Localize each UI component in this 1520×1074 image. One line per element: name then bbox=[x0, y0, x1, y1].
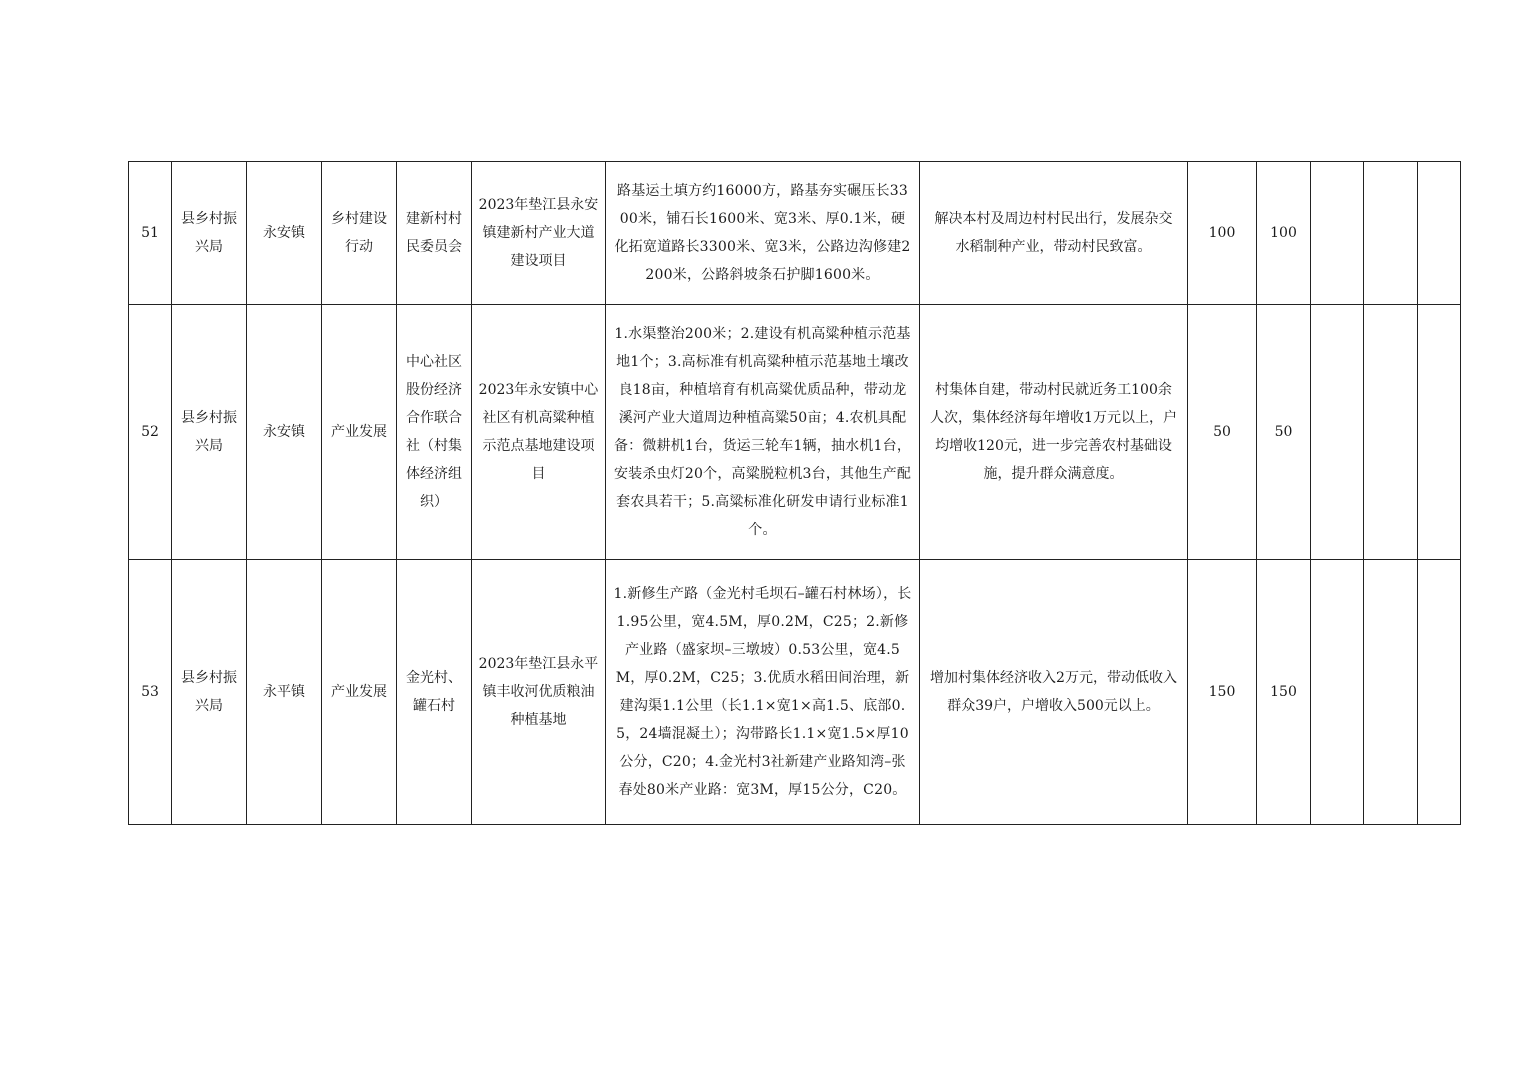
cell-category: 产业发展 bbox=[322, 305, 397, 560]
cell-project: 2023年垫江县永安镇建新村产业大道建设项目 bbox=[472, 162, 606, 305]
cell-extra-1 bbox=[1311, 305, 1364, 560]
cell-content: 1.新修生产路（金光村毛坝石–罐石村林场），长1.95公里，宽4.5M，厚0.2M，C25；2.新修产业路（盛家坝–三墩坡）0.53公里，宽4.5M，厚0.2M，C25；3.优质水稻田间治理，新建沟渠1.1公里（长1.1×宽1×高1.5、底部0.5，24墙混凝土）；沟带路长1.1×宽1.5×厚10公分，C20；4.金光村3社新建产业路知湾–张春处80米产业路：宽3M，厚15公分，C20。 bbox=[606, 560, 920, 825]
cell-town: 永安镇 bbox=[247, 305, 322, 560]
cell-amount-a: 150 bbox=[1188, 560, 1257, 825]
table-row bbox=[129, 162, 1461, 305]
cell-benefit: 村集体自建，带动村民就近务工100余人次，集体经济每年增收1万元以上，户均增收120元，进一步完善农村基础设施，提升群众满意度。 bbox=[920, 305, 1188, 560]
cell-implementer: 建新村村民委员会 bbox=[397, 162, 472, 305]
cell-extra-3 bbox=[1418, 162, 1461, 305]
cell-town: 永平镇 bbox=[247, 560, 322, 825]
cell-no: 53 bbox=[129, 560, 172, 825]
cell-category: 产业发展 bbox=[322, 560, 397, 825]
cell-benefit: 解决本村及周边村村民出行，发展杂交水稻制种产业，带动村民致富。 bbox=[920, 162, 1188, 305]
cell-amount-a: 100 bbox=[1188, 162, 1257, 305]
table-row bbox=[129, 560, 1461, 825]
cell-category: 乡村建设行动 bbox=[322, 162, 397, 305]
cell-amount-a: 50 bbox=[1188, 305, 1257, 560]
cell-extra-2 bbox=[1364, 162, 1418, 305]
cell-project: 2023年永安镇中心社区有机高粱种植示范点基地建设项目 bbox=[472, 305, 606, 560]
cell-extra-2 bbox=[1364, 560, 1418, 825]
cell-implementer: 中心社区股份经济合作联合社（村集体经济组织） bbox=[397, 305, 472, 560]
cell-department: 县乡村振兴局 bbox=[172, 560, 247, 825]
cell-extra-2 bbox=[1364, 305, 1418, 560]
cell-content: 路基运土填方约16000方，路基夯实碾压长3300米，铺石长1600米、宽3米、厚0.1米，硬化拓宽道路长3300米、宽3米，公路边沟修建2200米，公路斜坡条石护脚1600米。 bbox=[606, 162, 920, 305]
cell-no: 52 bbox=[129, 305, 172, 560]
cell-benefit: 增加村集体经济收入2万元，带动低收入群众39户，户增收入500元以上。 bbox=[920, 560, 1188, 825]
cell-department: 县乡村振兴局 bbox=[172, 162, 247, 305]
cell-extra-3 bbox=[1418, 305, 1461, 560]
cell-extra-1 bbox=[1311, 162, 1364, 305]
cell-content: 1.水渠整治200米；2.建设有机高粱种植示范基地1个；3.高标准有机高粱种植示范基地土壤改良18亩，种植培育有机高粱优质品种，带动龙溪河产业大道周边种植高粱50亩；4.农机具配备：微耕机1台，货运三轮车1辆，抽水机1台，安装杀虫灯20个，高粱脱粒机3台，其他生产配套农具若干；5.高粱标准化研发申请行业标准1个。 bbox=[606, 305, 920, 560]
cell-extra-3 bbox=[1418, 560, 1461, 825]
project-table bbox=[128, 161, 1461, 825]
cell-amount-b: 150 bbox=[1257, 560, 1311, 825]
cell-extra-1 bbox=[1311, 560, 1364, 825]
cell-amount-b: 100 bbox=[1257, 162, 1311, 305]
cell-town: 永安镇 bbox=[247, 162, 322, 305]
cell-amount-b: 50 bbox=[1257, 305, 1311, 560]
cell-implementer: 金光村、罐石村 bbox=[397, 560, 472, 825]
cell-no: 51 bbox=[129, 162, 172, 305]
cell-project: 2023年垫江县永平镇丰收河优质粮油种植基地 bbox=[472, 560, 606, 825]
cell-department: 县乡村振兴局 bbox=[172, 305, 247, 560]
table-row bbox=[129, 305, 1461, 560]
